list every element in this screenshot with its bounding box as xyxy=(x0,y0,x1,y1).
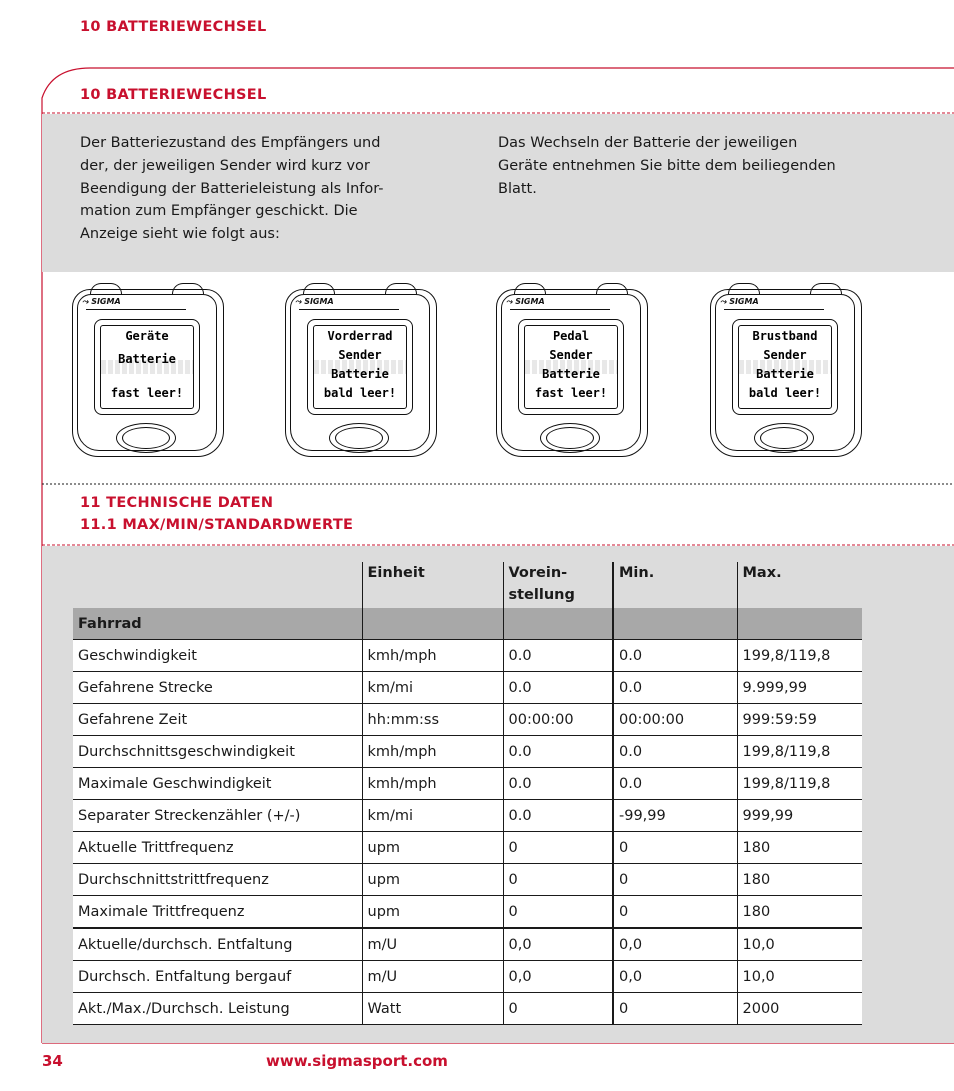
table-cell: Gefahrene Strecke xyxy=(73,672,362,704)
device-main-button xyxy=(760,427,808,449)
table-cell: Maximale Trittfrequenz xyxy=(73,896,362,929)
table-cell: 0.0 xyxy=(503,672,613,704)
page-number: 34 xyxy=(42,1052,63,1070)
table-cell: Durchsch. Entfaltung bergauf xyxy=(73,961,362,993)
lcd-display xyxy=(738,325,832,409)
device-main-button xyxy=(122,427,170,449)
table-cell: hh:mm:ss xyxy=(362,704,503,736)
lcd-line: Batterie xyxy=(331,367,389,382)
table-cell: 0.0 xyxy=(613,736,737,768)
table-cell: 0 xyxy=(613,864,737,896)
table-cell: 0 xyxy=(613,896,737,929)
table-cell: 0 xyxy=(613,993,737,1025)
table-cell: Aktuelle Trittfrequenz xyxy=(73,832,362,864)
table-cell: Separater Streckenzähler (+/-) xyxy=(73,800,362,832)
table-cell: 0.0 xyxy=(613,640,737,672)
table-cell: 0 xyxy=(503,993,613,1025)
table-row xyxy=(73,768,862,800)
table-row xyxy=(73,961,862,993)
lcd-line: fast leer! xyxy=(534,386,608,401)
device-illustration xyxy=(710,289,862,457)
table-cell: 0.0 xyxy=(503,640,613,672)
specs-table xyxy=(73,562,862,1025)
lcd-line: Pedal xyxy=(552,329,590,343)
device-illustration xyxy=(496,289,648,457)
device-illustration xyxy=(285,289,437,457)
table-cell: 0,0 xyxy=(503,961,613,993)
lcd-line: Batterie xyxy=(118,352,176,367)
text-line: Beendigung der Batterieleistung als Infor- xyxy=(80,180,384,197)
brand-logo: ⤳ SIGMA xyxy=(295,297,334,306)
text-line: Blatt. xyxy=(498,180,537,197)
table-cell: Durchschnittsgeschwindigkeit xyxy=(73,736,362,768)
table-cell: 00:00:00 xyxy=(503,704,613,736)
table-cell: 999,99 xyxy=(737,800,862,832)
column-header xyxy=(73,562,362,608)
section-title: 10 BATTERIEWECHSEL xyxy=(80,87,267,103)
table-cell: 199,8/119,8 xyxy=(737,768,862,800)
group-label: Fahrrad xyxy=(73,608,362,640)
table-cell: 2000 xyxy=(737,993,862,1025)
table-cell: 180 xyxy=(737,896,862,929)
table-row xyxy=(73,928,862,961)
table-cell: 180 xyxy=(737,832,862,864)
table-row xyxy=(73,832,862,864)
lcd-line: Batterie xyxy=(756,367,814,382)
table-cell: km/mi xyxy=(362,672,503,704)
lcd-line: Sender xyxy=(549,348,593,363)
text-line: Das Wechseln der Batterie der jeweiligen xyxy=(498,135,798,151)
table-cell: 0 xyxy=(613,832,737,864)
lcd-line: Vorderrad xyxy=(327,329,393,343)
table-cell: 0.0 xyxy=(613,672,737,704)
section-title: 11 TECHNISCHE DATEN xyxy=(80,495,274,511)
table-cell: Watt xyxy=(362,993,503,1025)
lcd-line: Batterie xyxy=(542,367,600,382)
table-cell: 0.0 xyxy=(503,768,613,800)
table-row xyxy=(73,704,862,736)
lcd-display xyxy=(100,325,194,409)
table-cell: 199,8/119,8 xyxy=(737,736,862,768)
column-header: Max. xyxy=(737,562,862,608)
table-cell: Maximale Geschwindigkeit xyxy=(73,768,362,800)
table-cell: upm xyxy=(362,896,503,929)
table-cell: 0.0 xyxy=(613,768,737,800)
device-screen xyxy=(518,319,624,415)
table-cell: Akt./Max./Durchsch. Leistung xyxy=(73,993,362,1025)
table-cell: Geschwindigkeit xyxy=(73,640,362,672)
device-main-button xyxy=(335,427,383,449)
table-cell: kmh/mph xyxy=(362,736,503,768)
text-line: Geräte entnehmen Sie bitte dem beiliegenden xyxy=(498,157,836,174)
device-screen xyxy=(94,319,200,415)
text-line: Der Batteriezustand des Empfängers und xyxy=(80,135,381,151)
table-cell: upm xyxy=(362,832,503,864)
text-line: der, der jeweiligen Sender wird kurz vor xyxy=(80,157,370,174)
table-cell: 00:00:00 xyxy=(613,704,737,736)
table-cell: Aktuelle/durchsch. Entfaltung xyxy=(73,928,362,961)
device-illustration xyxy=(72,289,224,457)
table-cell: 0,0 xyxy=(613,961,737,993)
table-row xyxy=(73,736,862,768)
table-cell: 999:59:59 xyxy=(737,704,862,736)
lcd-display xyxy=(313,325,407,409)
lcd-line: Sender xyxy=(338,348,382,363)
table-cell: 0 xyxy=(503,864,613,896)
section-subtitle: 11.1 MAX/MIN/STANDARDWERTE xyxy=(80,516,354,533)
table-row xyxy=(73,896,862,929)
footer-url: www.sigmasport.com xyxy=(266,1052,448,1070)
table-cell: 199,8/119,8 xyxy=(737,640,862,672)
table-row xyxy=(73,640,862,672)
lcd-line: bald leer! xyxy=(748,386,822,401)
table-cell: 180 xyxy=(737,864,862,896)
column-header: Min. xyxy=(613,562,737,608)
lcd-line: Geräte xyxy=(125,329,169,343)
device-screen xyxy=(307,319,413,415)
table-cell: 9.999,99 xyxy=(737,672,862,704)
table-cell: 0,0 xyxy=(613,928,737,961)
running-header: 10 BATTERIEWECHSEL xyxy=(80,19,267,35)
table-row xyxy=(73,993,862,1025)
brand-logo: ⤳ SIGMA xyxy=(82,297,121,306)
brand-logo: ⤳ SIGMA xyxy=(720,297,759,306)
lcd-line: Brustband xyxy=(752,329,818,343)
body-text-left xyxy=(80,132,430,246)
brand-logo: ⤳ SIGMA xyxy=(506,297,545,306)
table-cell: 0.0 xyxy=(503,736,613,768)
table-cell: 10,0 xyxy=(737,928,862,961)
text-line: Anzeige sieht wie folgt aus: xyxy=(80,226,280,243)
table-row xyxy=(73,672,862,704)
table-row xyxy=(73,864,862,896)
device-screen xyxy=(732,319,838,415)
column-header: Einheit xyxy=(362,562,503,608)
table-cell: 0.0 xyxy=(503,800,613,832)
table-cell: 0 xyxy=(503,832,613,864)
table-cell: m/U xyxy=(362,961,503,993)
lcd-display xyxy=(524,325,618,409)
table-cell: kmh/mph xyxy=(362,768,503,800)
lcd-line: fast leer! xyxy=(110,386,184,401)
lcd-line: Sender xyxy=(763,348,807,363)
column-header: Vorein- stellung xyxy=(503,562,613,608)
table-cell: 0,0 xyxy=(503,928,613,961)
table-cell: 0 xyxy=(503,896,613,929)
text-line: mation zum Empfänger geschickt. Die xyxy=(80,203,358,220)
table-header-row xyxy=(73,562,862,608)
table-cell: km/mi xyxy=(362,800,503,832)
table-row xyxy=(73,800,862,832)
section-heading xyxy=(80,493,353,536)
table-cell: -99,99 xyxy=(613,800,737,832)
lcd-line: bald leer! xyxy=(323,386,397,401)
table-cell: m/U xyxy=(362,928,503,961)
table-cell: 10,0 xyxy=(737,961,862,993)
device-main-button xyxy=(546,427,594,449)
table-cell: upm xyxy=(362,864,503,896)
table-group-row xyxy=(73,608,862,640)
table-cell: Durchschnittstrittfrequenz xyxy=(73,864,362,896)
table-cell: Gefahrene Zeit xyxy=(73,704,362,736)
table-cell: kmh/mph xyxy=(362,640,503,672)
body-text-right xyxy=(498,132,878,200)
